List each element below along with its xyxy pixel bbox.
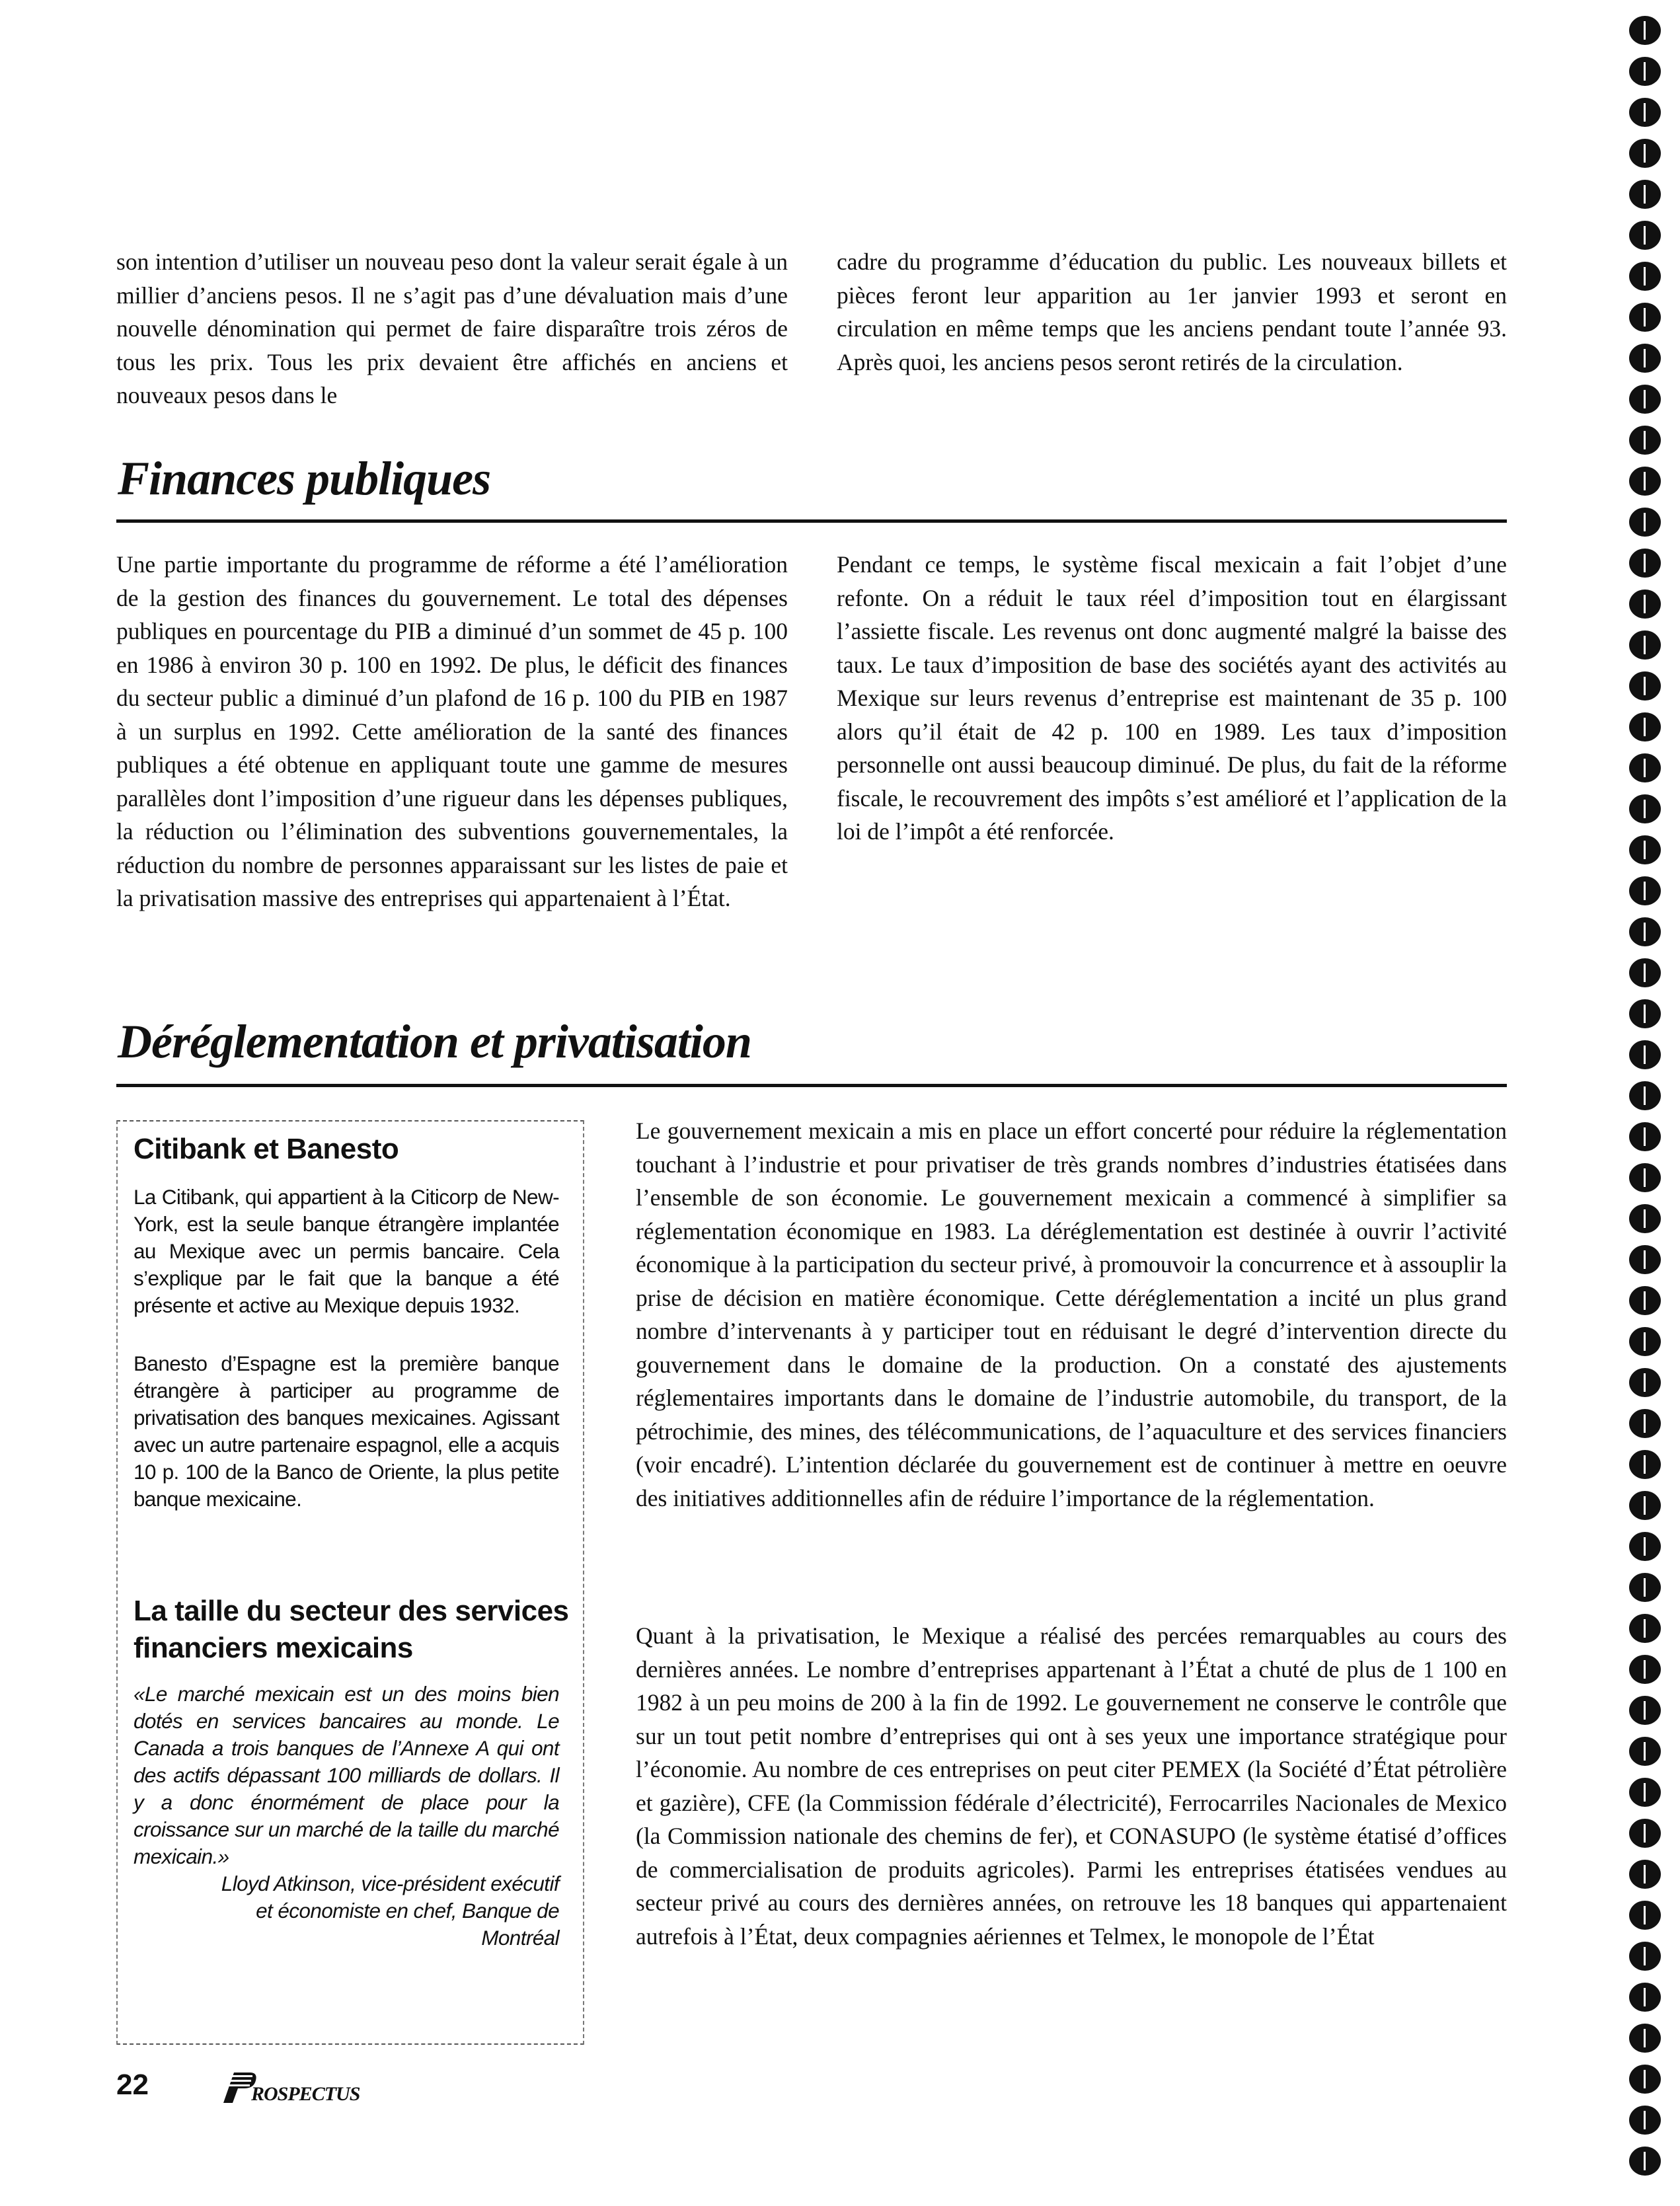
binding-hole: [1629, 344, 1661, 373]
binding-hole: [1629, 999, 1661, 1028]
binding-hole: [1629, 1655, 1661, 1684]
binding-hole: [1629, 1163, 1661, 1192]
binding-hole: [1629, 1737, 1661, 1766]
binding-hole: [1629, 426, 1661, 455]
binding-hole: [1629, 590, 1661, 619]
binding-hole: [1629, 180, 1661, 209]
binding-hole: [1629, 1942, 1661, 1971]
section-heading-finances: Finances publiques: [118, 452, 491, 505]
binding-hole: [1629, 467, 1661, 496]
dereg-paragraph-1: Le gouvernement mexicain a mis en place un effort concerté pour réduire la réglementation touchant à l’industrie et pour privatiser de très grands nombres d’industries étatisées dans l’ensemble de son économie. Le gouvernement mexicain a commencé à simplifier sa réglementation économique en 1983. La déréglementation est destinée à ouvrir l’activité économique à la participation du secteur privé, à promouvoir la concurrence et à assouplir la prise de décision en matière économique. Cette déréglementation a incité un plus grand nombre d’intervenants à y participer tout en réduisant le degré d’intervention directe du gouvernement dans le domaine de la production. On a constaté des ajustements réglementaires importants dans le domaine de l’industrie automobile, du transport, de la pétrochimie, des mines, des télécommunications, de l’aquaculture et des services financiers (voir encadré). L’intention déclarée du gouvernement est de continuer à mettre en oeuvre des initiatives additionnelles afin de réduire l’importance de la réglementation.: [636, 1118, 1507, 1511]
binding-hole: [1629, 303, 1661, 332]
page-number: 22: [116, 2069, 149, 2101]
binding-hole: [1629, 1081, 1661, 1110]
finances-left-paragraph: Une partie importante du programme de réforme a été l’amélioration de la gestion des finances du gouvernement. Le total des dépenses publiques en pourcentage du PIB a diminué d’un sommet de 45 p. 100 en 1986 à environ 30 p. 100 en 1992. De plus, le déficit des finances du secteur public a diminué d’un plafond de 16 p. 100 du PIB en 1987 à un surplus en 1992. Cette amélioration de la santé des finances publiques a été obtenue en appliquant toute une gamme de mesures parallèles dont l’imposition d’une rigueur dans les dépenses publiques, la réduction ou l’élimination des subventions gouvernementales, la réduction du nombre de personnes apparaissant sur les listes de paie et la privatisation massive des entreprises qui appartenaient à l’État.: [116, 551, 788, 911]
binding-hole: [1629, 876, 1661, 905]
binding-hole: [1629, 1819, 1661, 1848]
binding-hole: [1629, 1696, 1661, 1725]
binding-hole: [1629, 262, 1661, 291]
intro-left-paragraph: son intention d’utiliser un nouveau peso dont la valeur serait égale à un millier d’anciens pesos. Il ne s’agit pas d’une dévaluation mais d’une nouvelle dénomination qui permet de faire disparaître trois zéros de tous les prix. Tous les prix devaient être affichés en anciens et nouveaux pesos dans le: [116, 248, 788, 408]
svg-text:ROSPECTUS: ROSPECTUS: [251, 2083, 360, 2104]
binding-hole: [1629, 1491, 1661, 1520]
binding-hole: [1629, 1327, 1661, 1356]
binding-hole: [1629, 1245, 1661, 1274]
binding-hole: [1629, 2106, 1661, 2135]
binding-hole: [1629, 98, 1661, 127]
sidebar-title-citibank: Citibank et Banesto: [134, 1133, 399, 1165]
binding-hole: [1629, 1901, 1661, 1930]
binding-hole: [1629, 1040, 1661, 1069]
binding-hole: [1629, 1860, 1661, 1889]
section-heading-dereglementation: Déréglementation et privatisation: [118, 1015, 751, 1068]
section-rule: [116, 1084, 1507, 1087]
binding-hole: [1629, 671, 1661, 701]
prospectus-logo: [221, 2070, 377, 2104]
binding-holes: [1629, 0, 1669, 2206]
binding-hole: [1629, 549, 1661, 578]
binding-hole: [1629, 2024, 1661, 2053]
binding-hole: [1629, 1532, 1661, 1561]
binding-hole: [1629, 712, 1661, 742]
binding-hole: [1629, 57, 1661, 86]
binding-hole: [1629, 958, 1661, 987]
binding-hole: [1629, 1983, 1661, 2012]
binding-hole: [1629, 508, 1661, 537]
sidebar-title-financial-services: La taille du secteur des services financiers mexicains: [134, 1595, 569, 1664]
binding-hole: [1629, 2147, 1661, 2176]
binding-hole: [1629, 1778, 1661, 1807]
sidebar-paragraph: Banesto d’Espagne est la première banque étrangère à participer au programme de privatisation des banques mexicaines. Agissant avec un autre partenaire espagnol, elle a acquis 10 p. 100 de la Banco de Oriente, la plus petite banque mexicaine.: [134, 1351, 559, 1511]
binding-hole: [1629, 794, 1661, 823]
sidebar-paragraph: La Citibank, qui appartient à la Citicorp de New-York, est la seule banque étrangère implantée au Mexique avec un permis bancaire. Cela s’explique par le fait que la banque a été présente et active au Mexique depuis 1932.: [134, 1185, 559, 1317]
binding-hole: [1629, 835, 1661, 864]
binding-hole: [1629, 1204, 1661, 1233]
binding-hole: [1629, 1573, 1661, 1602]
dereg-paragraph-2: Quant à la privatisation, le Mexique a réalisé des percées remarquables au cours des dernières années. Le nombre d’entreprises appartenant à l’État a chuté de plus de 1 100 en 1982 à un peu moins de 200 à la fin de 1992. Le gouvernement ne conserve le contrôle que sur un tout petit nombre d’entreprises qui ont à ses yeux une importance stratégique pour l’économie. Au nombre de ces entreprises on peut citer PEMEX (la Société d’État pétrolière et gazière), CFE (la Commission fédérale d’électricité), Ferrocarriles Nacionales de Mexico (la Commission nationale des chemins de fer), et CONASUPO (le système étatisé d’offices de commercialisation de produits agricoles). Parmi les entreprises étatisées vendues au secteur privé au cours des dernières années, on retrouve les 18 banques qui appartenaient autrefois à l’État, deux compagnies aériennes et Telmex, le monopole de l’État: [636, 1622, 1507, 1950]
binding-hole: [1629, 2065, 1661, 2094]
binding-hole: [1629, 1450, 1661, 1479]
binding-hole: [1629, 1122, 1661, 1151]
binding-hole: [1629, 139, 1661, 168]
binding-hole: [1629, 917, 1661, 946]
binding-hole: [1629, 385, 1661, 414]
intro-right-paragraph: cadre du programme d’éducation du public. Les nouveaux billets et pièces feront leur apparition au 1er janvier 1993 et seront en circulation en même temps que les anciens pendant toute l’année 93. Après quoi, les anciens pesos seront retirés de la circulation.: [837, 248, 1507, 375]
finances-right-paragraph: Pendant ce temps, le système fiscal mexicain a fait l’objet d’une refonte. On a réduit le taux réel d’imposition tout en élargissant l’assiette fiscale. Les revenus ont donc augmenté malgré la baisse des taux. Le taux d’imposition de base des sociétés ayant des activités au Mexique sur leurs revenus d’entreprise est maintenant de 35 p. 100 alors qu’il était de 42 p. 100 en 1989. Les taux d’imposition personnelle ont aussi beaucoup diminué. De plus, du fait de la réforme fiscale, le recouvrement des impôts s’est amélioré et l’application de la loi de l’impôt a été renforcée.: [837, 551, 1507, 845]
sidebar-box: [116, 1120, 584, 2045]
binding-hole: [1629, 16, 1661, 45]
binding-hole: [1629, 1286, 1661, 1315]
binding-hole: [1629, 1368, 1661, 1397]
binding-hole: [1629, 753, 1661, 782]
sidebar-quote: «Le marché mexicain est un des moins bien dotés en services bancaires au monde. Le Canada a trois banques de l’Annexe A qui ont des actifs dépassant 100 milliards de dollars. Il y a donc énormément de place pour la croissance sur un marché de la taille du marché mexicain.»: [134, 1682, 559, 1868]
binding-hole: [1629, 1614, 1661, 1643]
binding-hole: [1629, 630, 1661, 660]
section-rule: [116, 519, 1507, 523]
binding-hole: [1629, 221, 1661, 250]
binding-hole: [1629, 1409, 1661, 1438]
sidebar-quote-attribution: Lloyd Atkinson, vice-président exécutif et économiste en chef, Banque de Montréal: [221, 1872, 559, 1950]
